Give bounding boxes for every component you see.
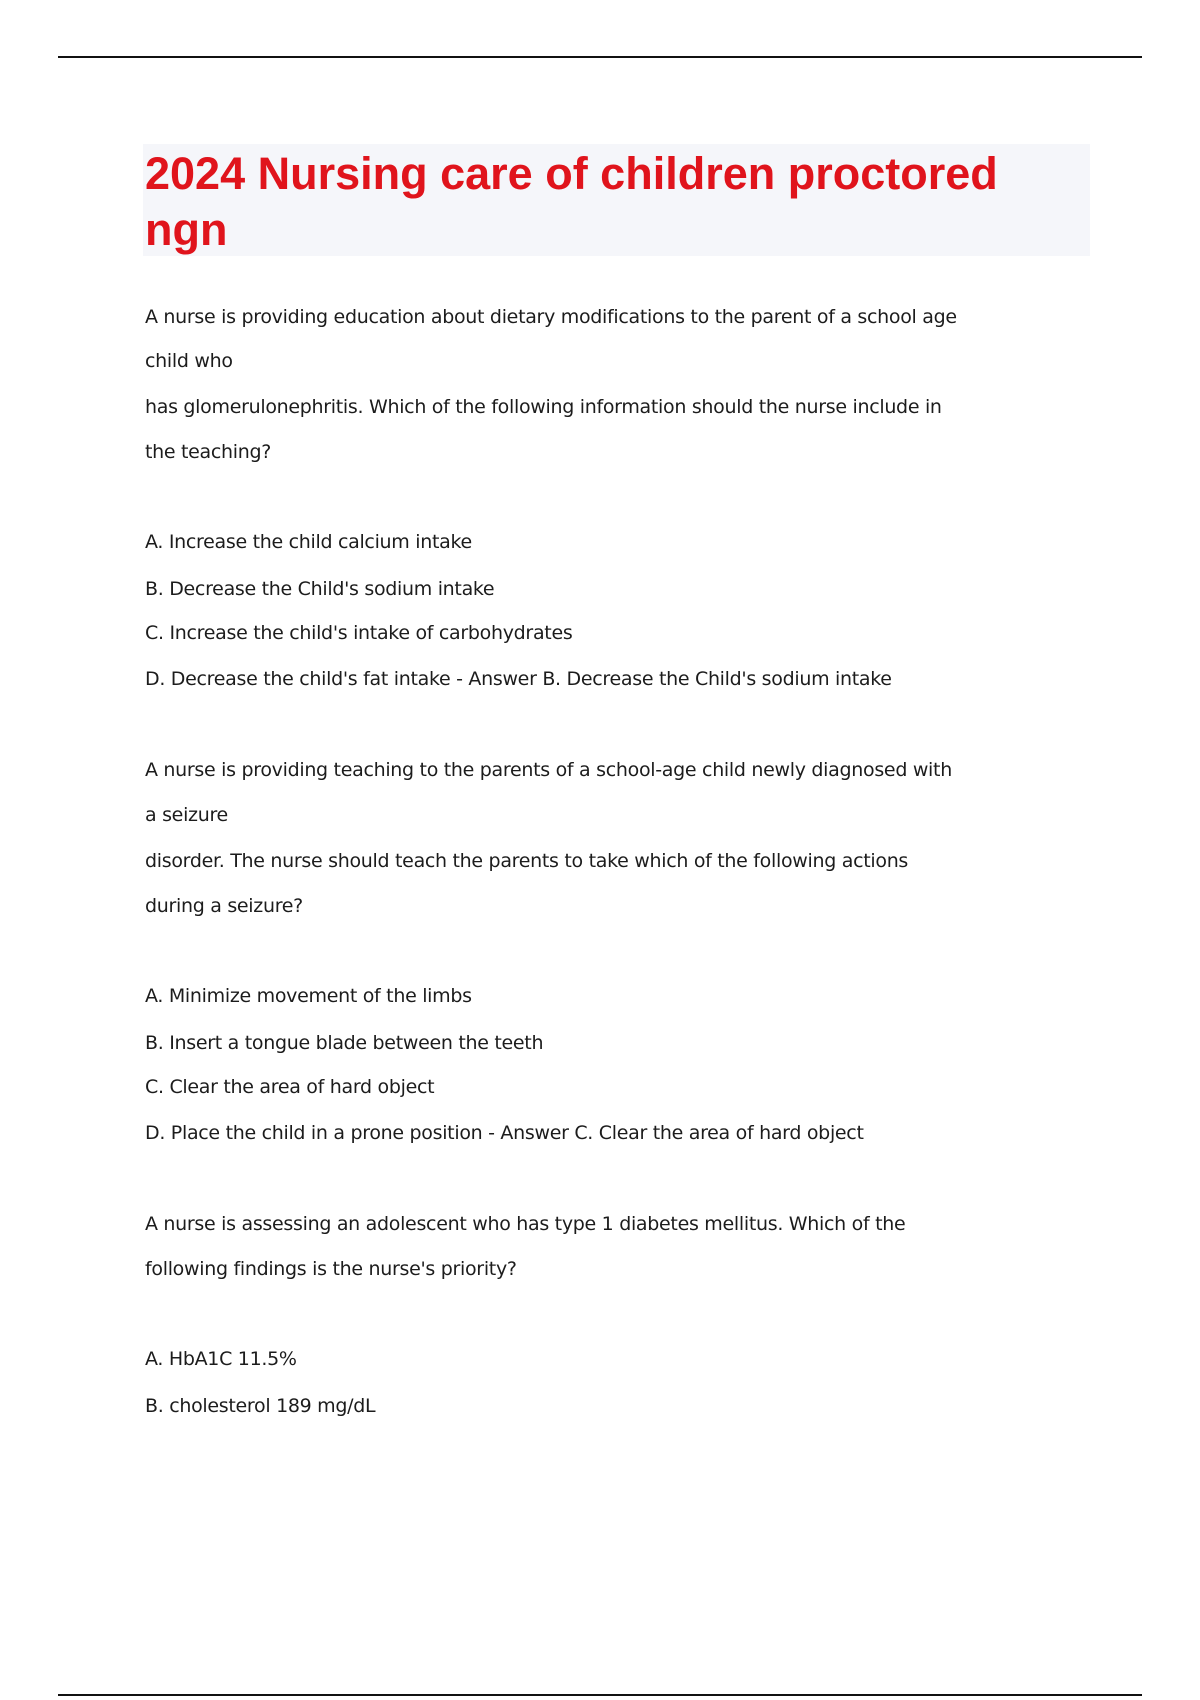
question-3-stem-line-2: following findings is the nurse's priority? [145, 1258, 517, 1280]
question-1-option-b: B. Decrease the Child's sodium intake [145, 578, 495, 600]
top-rule [58, 56, 1142, 58]
question-3-option-a: A. HbA1C 11.5% [145, 1348, 297, 1370]
question-1-option-d-answer: D. Decrease the child's fat intake - Answer B. Decrease the Child's sodium intake [145, 668, 892, 690]
question-1-stem-line-3: has glomerulonephritis. Which of the following information should the nurse include in [145, 396, 942, 418]
bottom-rule [58, 1694, 1142, 1696]
question-2-option-c: C. Clear the area of hard object [145, 1076, 435, 1098]
document-title: 2024 Nursing care of children proctored ngn [145, 148, 998, 255]
question-2-stem-line-4: during a seizure? [145, 895, 303, 917]
question-1-option-c: C. Increase the child's intake of carbohydrates [145, 622, 573, 644]
question-2-stem-line-3: disorder. The nurse should teach the parents to take which of the following actions [145, 850, 909, 872]
question-2-option-d-answer: D. Place the child in a prone position - Answer C. Clear the area of hard object [145, 1122, 864, 1144]
question-2-option-b: B. Insert a tongue blade between the teeth [145, 1032, 544, 1054]
question-2-stem-line-1: A nurse is providing teaching to the parents of a school-age child newly diagnosed with [145, 759, 952, 781]
question-1-stem-line-1: A nurse is providing education about dietary modifications to the parent of a school age [145, 306, 957, 328]
question-1-stem-line-2: child who [145, 350, 233, 372]
question-1-option-a: A. Increase the child calcium intake [145, 531, 472, 553]
question-3-option-b: B. cholesterol 189 mg/dL [145, 1395, 376, 1417]
question-3-stem-line-1: A nurse is assessing an adolescent who has type 1 diabetes mellitus. Which of the [145, 1213, 906, 1235]
question-2-option-a: A. Minimize movement of the limbs [145, 985, 472, 1007]
question-2-stem-line-2: a seizure [145, 804, 228, 826]
question-1-stem-line-4: the teaching? [145, 441, 272, 463]
